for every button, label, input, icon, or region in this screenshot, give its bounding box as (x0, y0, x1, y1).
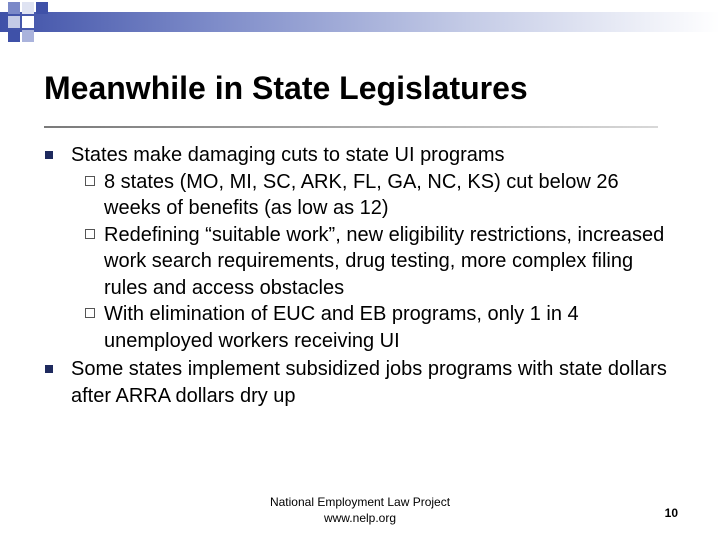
decor-square (36, 2, 48, 14)
bullet-item (0, 356, 675, 409)
header-decoration (0, 0, 720, 48)
decor-square (22, 30, 34, 42)
square-bullet-icon (45, 151, 53, 159)
square-bullet-icon (45, 365, 53, 373)
footer-org: National Employment Law Project (269, 495, 451, 509)
bullet-text: States make damaging cuts to state UI programs (71, 144, 505, 166)
decor-square (22, 16, 34, 28)
decor-square (8, 2, 20, 14)
slide-body (0, 140, 720, 409)
sub-bullet-item (0, 169, 674, 222)
hollow-square-bullet-icon (85, 308, 95, 318)
title-divider (44, 126, 658, 128)
sub-bullet-text: 8 states (MO, MI, SC, ARK, FL, GA, NC, KS) cut below 26 weeks of benefits (as low as 12) (104, 170, 619, 219)
decor-square (22, 2, 34, 14)
slide-title: Meanwhile in State Legislatures (44, 70, 528, 106)
header-gradient-bar (0, 12, 720, 32)
bullet-text: Some states implement subsidized jobs programs with state dollars after ARRA dollars dry up (71, 358, 667, 407)
sub-bullet-item (0, 301, 674, 354)
decor-square (8, 16, 20, 28)
footer-url: www.nelp.org (323, 511, 397, 525)
sub-bullet-text: With elimination of EUC and EB programs, only 1 in 4 unemployed workers receiving UI (104, 303, 579, 352)
hollow-square-bullet-icon (85, 176, 95, 186)
footer (240, 494, 480, 526)
sub-bullet-text: Redefining “suitable work”, new eligibility restrictions, increased work search requirements, drug testing, more complex filing rules and access obstacles (104, 223, 665, 299)
sub-bullet-item (0, 222, 674, 302)
hollow-square-bullet-icon (85, 229, 95, 239)
page-number: 10 (664, 506, 678, 520)
bullet-item (0, 142, 675, 169)
decor-square (8, 30, 20, 42)
